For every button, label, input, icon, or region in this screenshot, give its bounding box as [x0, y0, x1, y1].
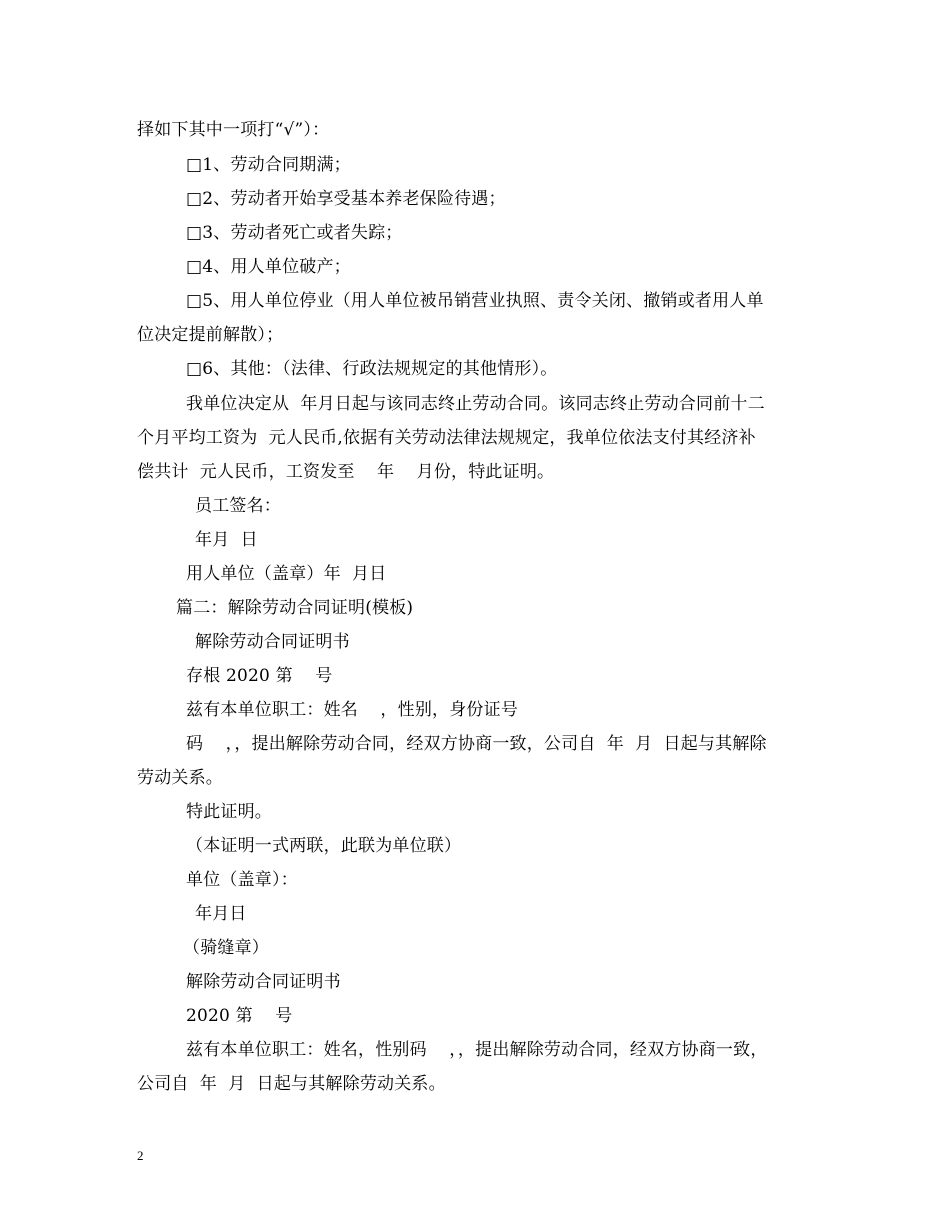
checkbox-option-1: □1、劳动合同期满；: [186, 155, 351, 175]
unit-seal-line: 单位（盖章）：: [186, 870, 298, 890]
checkbox-option-5: □5、用人单位停业（用人单位被吊销营业执照、责令关闭、撤销或者用人单: [186, 291, 764, 311]
certificate-number-line: 2020 第 号: [186, 1006, 293, 1026]
certificate-title: 解除劳动合同证明书: [186, 972, 341, 992]
text-line: 兹有本单位职工：姓名 ，性别，身份证号: [186, 700, 519, 720]
checkbox-option-3: □3、劳动者死亡或者失踪；: [186, 223, 403, 243]
employer-seal-line: 用人单位（盖章）年 月日: [186, 564, 387, 584]
stub-number-line: 存根 2020 第 号: [186, 666, 333, 686]
checkbox-option-2: □2、劳动者开始享受基本养老保险待遇；: [186, 189, 506, 209]
text-line: 择如下其中一项打“√”）：: [137, 120, 330, 140]
text-line: 劳动关系。: [137, 768, 223, 788]
text-line: 特此证明。: [186, 802, 272, 822]
page-number: 2: [137, 1148, 144, 1163]
date-line: 年月 日: [195, 530, 258, 550]
text-line: （本证明一式两联，此联为单位联）: [186, 836, 462, 856]
employee-signature-label: 员工签名：: [195, 496, 281, 516]
section-heading: 篇二：解除劳动合同证明(模板): [176, 598, 414, 618]
text-line: 兹有本单位职工：姓名，性别码 ，，提出解除劳动合同，经双方协商一致，: [186, 1040, 768, 1060]
date-line: 年月日: [195, 904, 247, 924]
perforation-seal-line: （骑缝章）: [183, 938, 269, 958]
text-line: 公司自 年 月 日起与其解除劳动关系。: [137, 1074, 446, 1094]
checkbox-option-4: □4、用人单位破产；: [186, 257, 351, 277]
text-line: 个月平均工资为 元人民币,依据有关劳动法律法规规定，我单位依法支付其经济补: [137, 428, 756, 448]
text-line: 码 ，，提出解除劳动合同，经双方协商一致，公司自 年 月 日起与其解除: [186, 734, 767, 754]
text-line: 偿共计 元人民币，工资发至 年 月份，特此证明。: [137, 462, 555, 482]
text-line: 位决定提前解散）；: [137, 325, 284, 345]
certificate-title: 解除劳动合同证明书: [195, 632, 350, 652]
text-line: 我单位决定从 年月日起与该同志终止劳动合同。该同志终止劳动合同前十二: [186, 394, 765, 414]
checkbox-option-6: □6、其他：（法律、行政法规规定的其他情形）。: [186, 359, 558, 379]
